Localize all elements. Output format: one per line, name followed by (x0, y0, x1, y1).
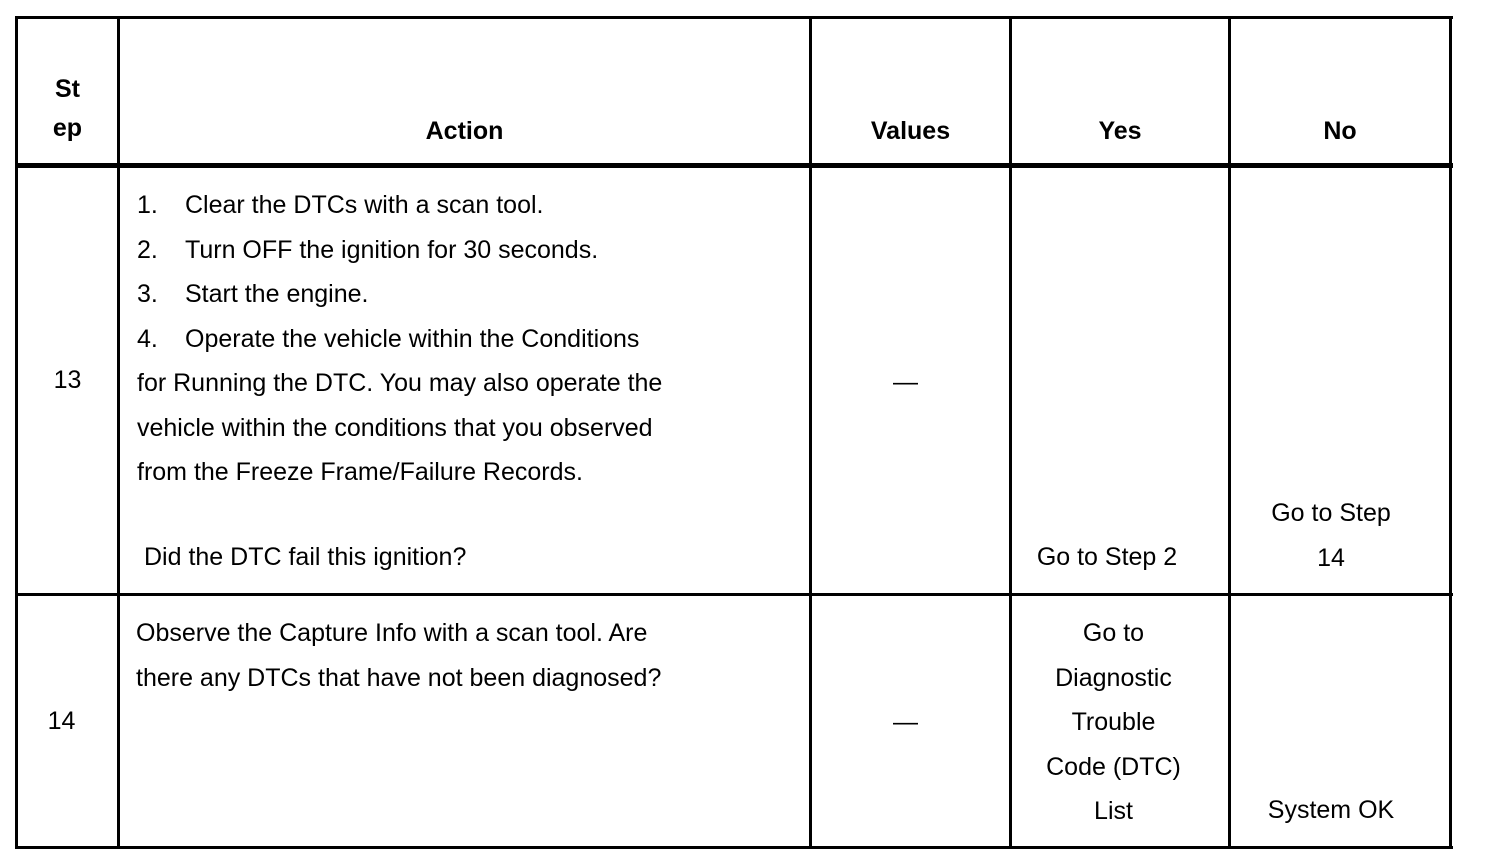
action-continuation-line: for Running the DTC. You may also operate the (137, 369, 663, 397)
yes-14-line: Diagnostic (1055, 663, 1172, 692)
list-item (137, 272, 809, 317)
table-bottom-border (15, 846, 1453, 849)
step-number-13: 13 (53, 366, 82, 394)
step-number-14: 14 (47, 707, 76, 735)
action-continuation-line: from the Freeze Frame/Failure Records. (137, 458, 583, 486)
header-no: No (1323, 117, 1357, 145)
table-right-border (1449, 16, 1452, 849)
list-text: Turn OFF the ignition for 30 seconds. (185, 235, 599, 264)
row-divider (15, 593, 1453, 596)
list-item (137, 183, 809, 228)
header-step (18, 70, 117, 148)
action-line: Observe the Capture Info with a scan tool. Are (136, 619, 648, 647)
values-14: — (893, 708, 918, 736)
header-yes: Yes (1098, 117, 1142, 145)
no-13 (1231, 491, 1431, 580)
header-step-line2: ep (52, 114, 83, 142)
yes-14-line: List (1094, 797, 1133, 825)
list-number: 1. (137, 191, 158, 219)
header-values: Values (870, 117, 951, 145)
no-13-line: 14 (1317, 543, 1345, 572)
list-number: 3. (137, 280, 158, 308)
yes-14-line: Trouble (1071, 708, 1156, 736)
yes-14 (1012, 611, 1215, 834)
list-item (137, 228, 809, 273)
no-13-line: Go to Step (1271, 499, 1391, 527)
header-action: Action (425, 117, 504, 145)
list-text: Clear the DTCs with a scan tool. (185, 191, 544, 219)
yes-14-line: Code (DTC) (1046, 752, 1181, 781)
yes-14-line: Go to (1082, 619, 1145, 647)
action-continuation-line: vehicle within the conditions that you observed (137, 413, 653, 442)
list-text: Start the engine. (185, 280, 369, 308)
no-14: System OK (1267, 796, 1395, 824)
values-13: — (893, 368, 918, 396)
header-step-line1: St (55, 75, 80, 103)
list-text: Operate the vehicle within the Conditions (185, 324, 640, 353)
list-item (137, 317, 809, 362)
table-top-border (15, 16, 1453, 19)
list-number: 2. (137, 235, 158, 264)
list-number: 4. (137, 324, 158, 353)
yes-13: Go to Step 2 (1036, 543, 1178, 571)
action-question-13: Did the DTC fail this ignition? (144, 543, 467, 571)
action-line: there any DTCs that have not been diagnosed? (136, 663, 662, 692)
header-bottom-border (15, 163, 1453, 168)
action-13 (137, 183, 809, 495)
action-14 (136, 611, 808, 700)
